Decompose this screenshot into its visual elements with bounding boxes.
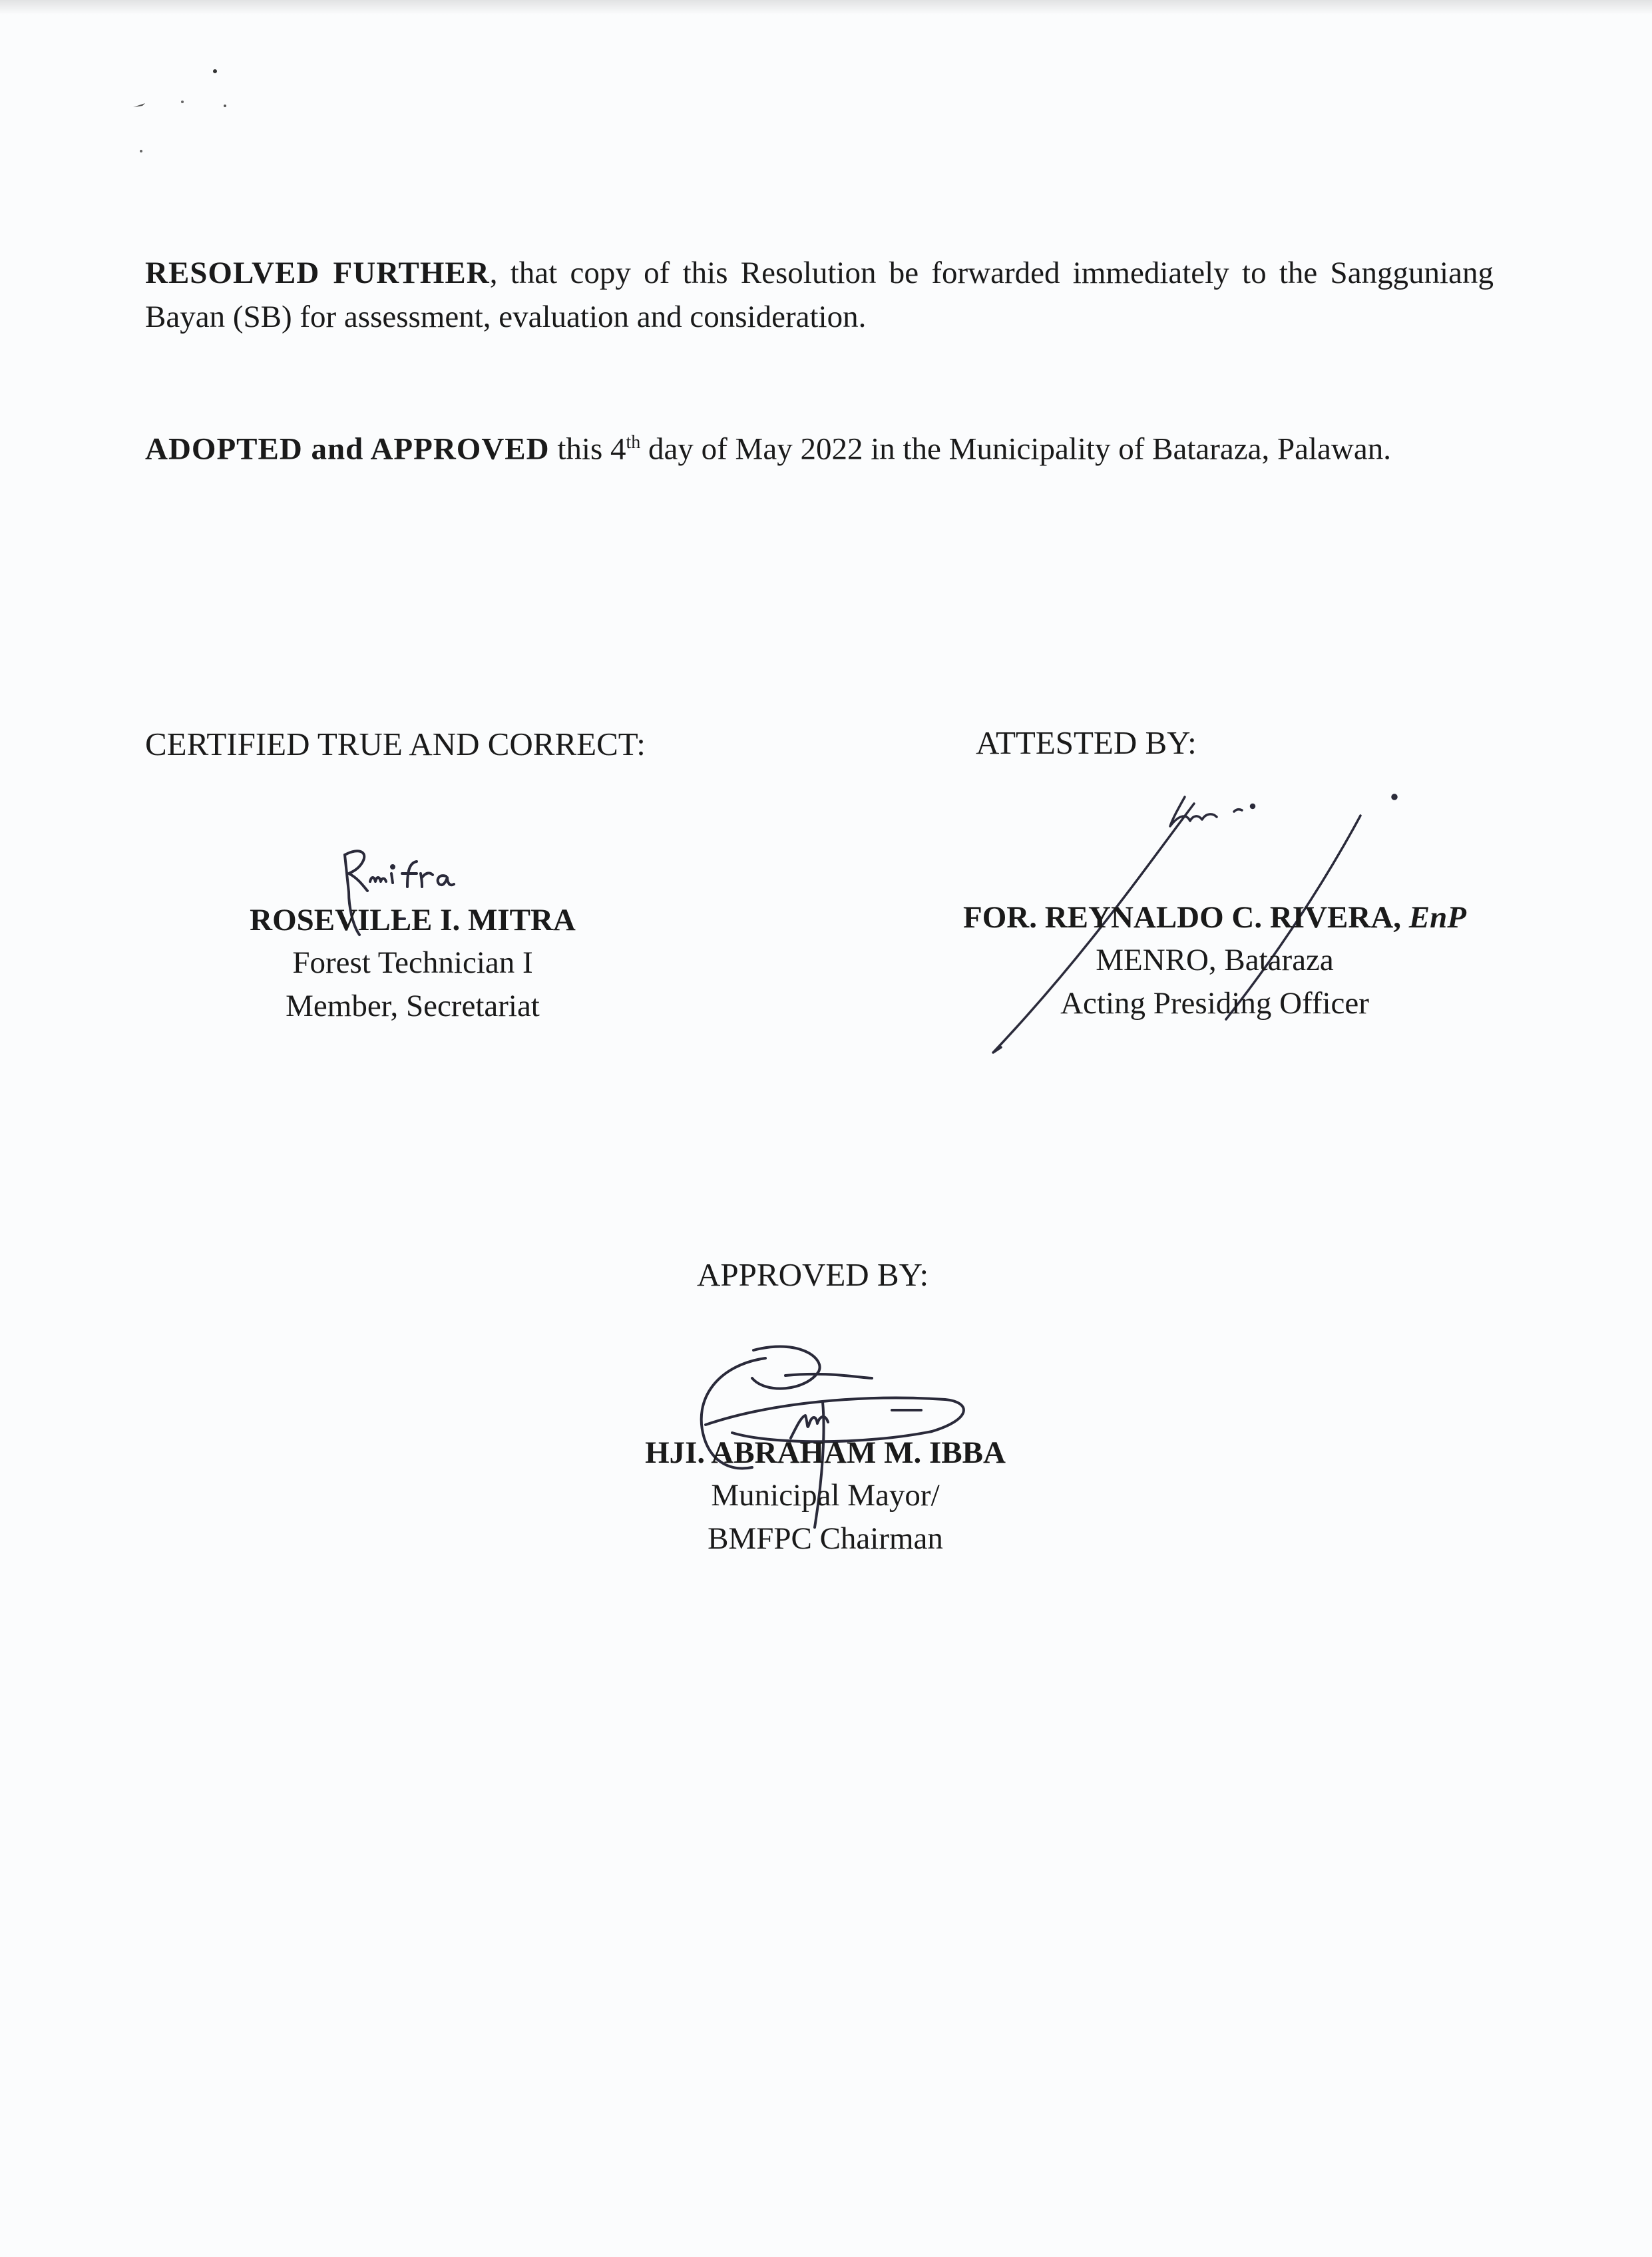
adopted-day-text: this 4	[549, 431, 626, 467]
attested-label: ATTESTED BY:	[976, 724, 1197, 761]
attester-name-text: FOR. REYNALDO C. RIVERA,	[963, 900, 1409, 935]
ordinal-suffix: th	[626, 432, 641, 453]
certifier-role: Member, Secretariat	[286, 989, 540, 1023]
attester-name-suffix: EnP	[1408, 900, 1466, 935]
certified-label: CERTIFIED TRUE AND CORRECT:	[145, 726, 646, 762]
scan-edge-shadow	[0, 0, 1652, 15]
approver-role: BMFPC Chairman	[708, 1521, 943, 1556]
certifier-block	[200, 899, 626, 1028]
resolved-further-paragraph	[145, 251, 1494, 339]
attester-role: Acting Presiding Officer	[1060, 986, 1369, 1021]
scan-specks	[126, 63, 260, 163]
approver-name: HJI. ABRAHAM M. IBBA	[645, 1435, 1006, 1470]
attester-title: MENRO, Bataraza	[1096, 943, 1334, 977]
adopted-date-place-text: day of May 2022 in the Municipality of Bataraza, Palawan.	[640, 431, 1391, 467]
approver-title: Municipal Mayor/	[711, 1478, 940, 1513]
certifier-name: ROSEVILLE I. MITRA	[250, 903, 576, 937]
adopted-approved-lead: ADOPTED and APPROVED	[145, 431, 550, 467]
resolved-further-lead: RESOLVED FURTHER	[145, 256, 490, 290]
approver-block	[586, 1431, 1065, 1561]
approved-label: APPROVED BY:	[697, 1256, 929, 1293]
attester-block	[925, 896, 1504, 1025]
attester-name	[925, 896, 1504, 939]
certifier-title: Forest Technician I	[292, 945, 533, 980]
resolved-further-text: , that copy of this Resolution be forwarded immediately to the Sangguniang Bayan (SB) for assessment, evaluation and consideration.	[145, 256, 1494, 334]
adopted-approved-paragraph	[145, 421, 1494, 471]
